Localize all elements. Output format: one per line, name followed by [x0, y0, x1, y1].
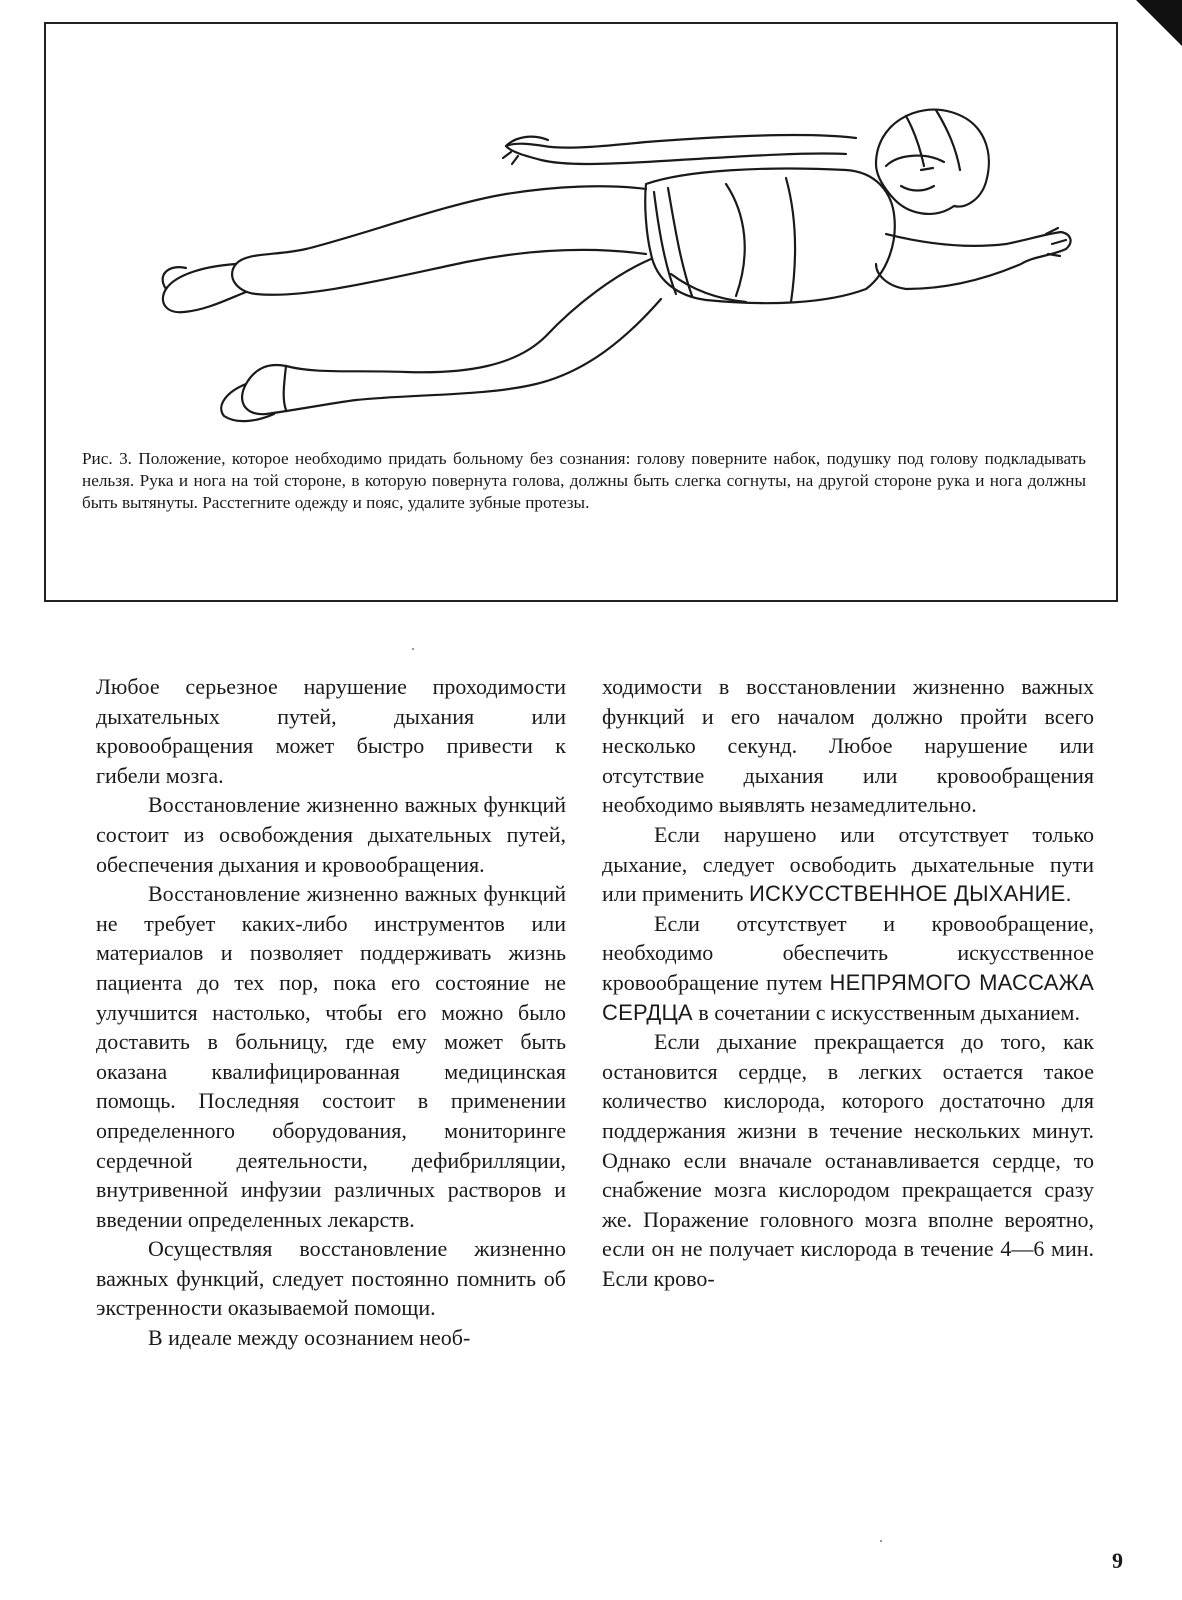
page-corner-mark [1136, 0, 1182, 46]
page-number: 9 [1112, 1548, 1123, 1573]
paragraph [602, 909, 1094, 1027]
scan-speck [880, 1540, 882, 1542]
paragraph: Восстановление жизненно важных функций не требует каких-либо инструментов или материалов и позволяет поддерживать жизнь пациента до тех пор, пока его состояние не улучшится настолько, чтобы его можно было доставить в больницу, где ему может быть оказана квалифицированная медицинская помощь. Последняя состоит в применении определенного оборудования, мониторинге сердечной деятельности, дефибрилляции, внутривенной инфузии различных растворов и введении определенных лекарств. [96, 881, 566, 1232]
paragraph: В идеале между осознанием необ- [148, 1325, 471, 1351]
term-artificial-respiration: ИСКУССТВЕННОЕ ДЫХАНИЕ. [748, 881, 1072, 907]
right-column [602, 672, 1094, 1293]
paragraph: Любое серьезное нарушение проходимости дыхательных путей, дыхания или кровообращения может быстро привести к гибели мозга. [96, 674, 566, 788]
term-heart-massage: НЕПРЯМОГО МАССАЖА СЕРДЦА [602, 969, 1094, 1025]
paragraph: Если дыхание прекращается до того, как остановится сердце, в легких остается такое количество кислорода, которого достаточно для поддержания жизни в течение нескольких минут. Однако если вначале останавливается сердце, то снабжение мозга кислородом прекращается сразу же. Поражение головного мозга вполне вероятно, если он не получает кислорода в течение 4—6 мин. Если крово- [602, 1029, 1094, 1291]
figure-caption: Рис. 3. Положение, которое необходимо придать больному без сознания: голову поверните набок, подушку под голову подкладывать нельзя. Рука и нога на той стороне, в которую повернута голова, должны быть слегка согнуты, на другой стороне рука и нога должны быть вытянуты. Расстегните одежду и пояс, удалите зубные протезы. [82, 449, 1086, 512]
paragraph-text: в сочетании с искусственным дыханием. [698, 999, 1080, 1025]
paragraph [602, 820, 1094, 909]
figure-frame [44, 22, 1118, 602]
paragraph-text: Если нарушено или отсутствует только дыхание, следует освободить дыхательные пути или применить [602, 821, 1094, 907]
person-recovery-position-drawing-icon [86, 74, 1076, 434]
paragraph: Осуществляя восстановление жизненно важных функций, следует постоянно помнить об экстренности оказываемой помощи. [96, 1236, 566, 1321]
left-column [96, 672, 566, 1353]
paragraph: ходимости в восстановлении жизненно важных функций и его началом должно пройти всего несколько секунд. Любое нарушение или отсутствие дыхания или кровообращения необходимо выявлять незамедлительно. [602, 674, 1094, 818]
paragraph: Восстановление жизненно важных функций состоит из освобождения дыхательных путей, обеспечения дыхания и кровообращения. [96, 792, 566, 877]
scan-speck [412, 648, 414, 650]
paragraph-text: Если отсутствует и кровообращение, необходимо обеспечить искусственное кровообращение путем [602, 910, 1094, 995]
